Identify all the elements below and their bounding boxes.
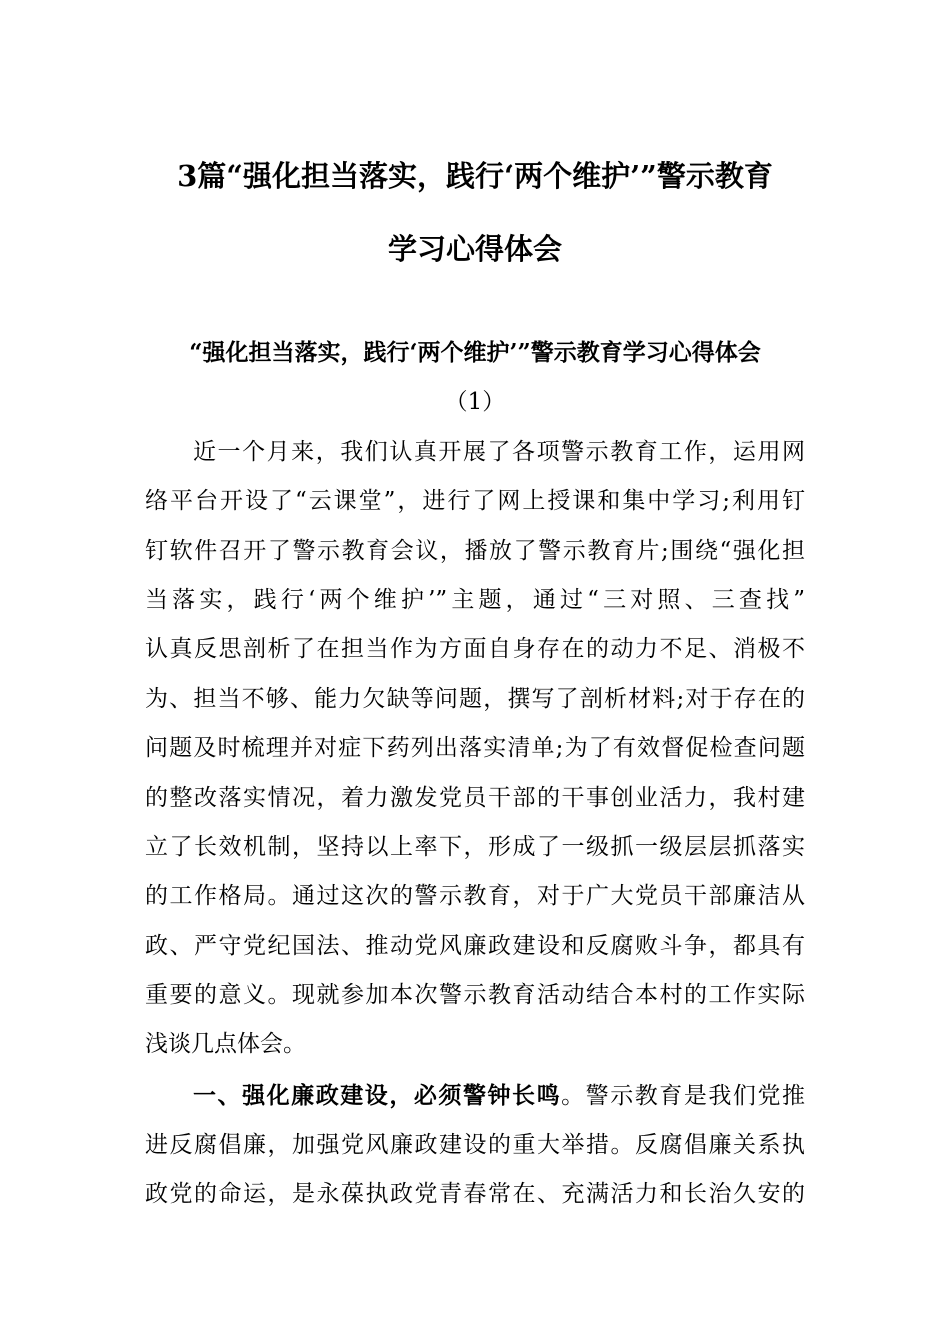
paragraph-1-line: 浅谈几点体会。	[145, 1031, 306, 1057]
paragraph-1-line: 钉软件召开了警示教育会议，播放了警示教育片;围绕“强化担	[145, 538, 805, 564]
paragraph-2-first-line	[193, 1080, 805, 1112]
document-title-line-2: 学习心得体会	[387, 232, 562, 266]
paragraph-2-first-line-text: 。警示教育是我们党推	[561, 1083, 806, 1109]
section-number: （1）	[444, 389, 506, 415]
paragraph-1-line: 政、严守党纪国法、推动党风廉政建设和反腐败斗争，都具有	[145, 933, 805, 959]
paragraph-1-line: 络平台开设了“云课堂”，进行了网上授课和集中学习;利用钉	[145, 488, 805, 514]
paragraph-1-line: 近一个月来，我们认真开展了各项警示教育工作，运用网	[193, 439, 805, 465]
document-title-line-1: 3篇“强化担当落实，践行‘两个维护’”警示教育	[177, 159, 773, 193]
paragraph-1-line: 立了长效机制，坚持以上率下，形成了一级抓一级层层抓落实	[145, 834, 805, 860]
paragraph-2-line: 政党的命运，是永葆执政党青春常在、充满活力和长治久安的	[145, 1181, 805, 1207]
paragraph-1-line: 认真反思剖析了在担当作为方面自身存在的动力不足、消极不	[145, 636, 805, 662]
paragraph-1-line: 当落实，践行‘两个维护’”主题，通过“三对照、三查找”	[145, 587, 805, 613]
paragraph-2-line: 进反腐倡廉，加强党风廉政建设的重大举措。反腐倡廉关系执	[145, 1132, 805, 1158]
paragraph-1-line: 重要的意义。现就参加本次警示教育活动结合本村的工作实际	[145, 982, 805, 1008]
paragraph-2-heading: 一、强化廉政建设，必须警钟长鸣	[193, 1082, 562, 1109]
paragraph-1-line: 为、担当不够、能力欠缺等问题，撰写了剖析材料;对于存在的	[145, 686, 805, 712]
paragraph-1-line: 的工作格局。通过这次的警示教育，对于广大党员干部廉洁从	[145, 883, 805, 909]
section-title-line-1: “强化担当落实，践行‘两个维护’”警示教育学习心得体会	[189, 339, 761, 366]
paragraph-1-line: 问题及时梳理并对症下药列出落实清单;为了有效督促检查问题	[145, 735, 805, 761]
paragraph-1-line: 的整改落实情况，着力激发党员干部的干事创业活力，我村建	[145, 785, 805, 811]
